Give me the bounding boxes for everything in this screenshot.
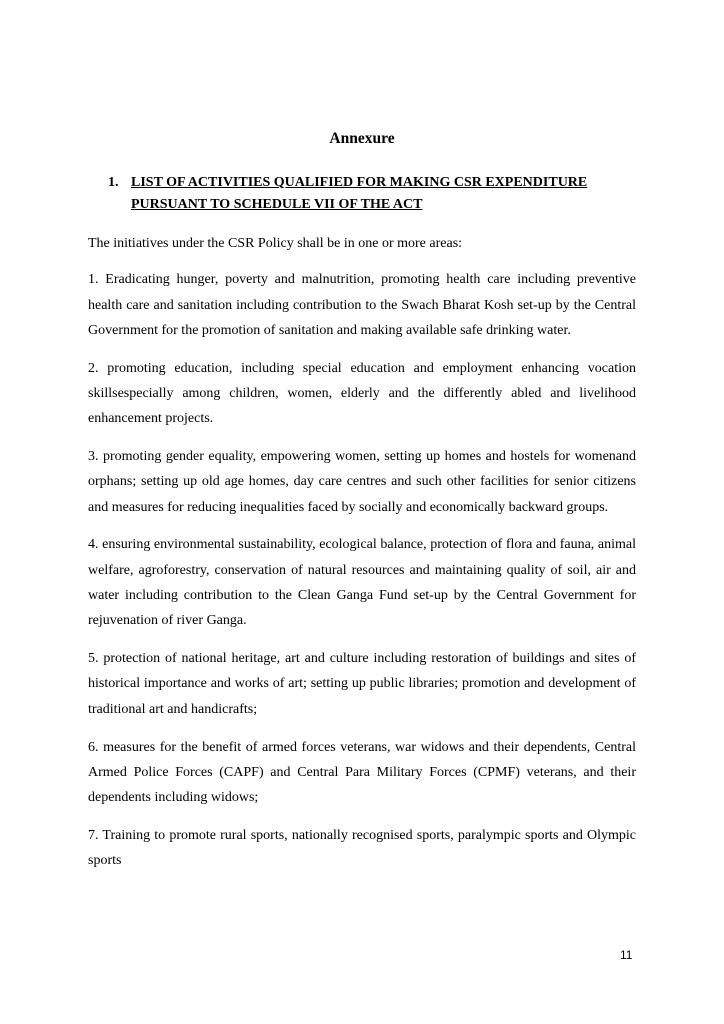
list-item: 7. Training to promote rural sports, nationally recognised sports, paralympic sports and Olympic sports: [88, 827, 636, 869]
document-body: [88, 231, 636, 886]
list-item: 2. promoting education, including special education and employment enhancing vocation skillsespecially among children, women, elderly and the differently abled and livelihood enhancement projects.: [88, 360, 636, 427]
intro-paragraph: The initiatives under the CSR Policy shall be in one or more areas:: [88, 236, 463, 251]
list-item: 3. promoting gender equality, empowering women, setting up homes and hostels for womenand orphans; setting up old age homes, day care centres and such other facilities for senior citizens and measures for reducing inequalities faced by socially and economically backward groups.: [88, 449, 636, 515]
list-item: 4. ensuring environmental sustainability, ecological balance, protection of flora and fauna, animal welfare, agroforestry, conservation of natural resources and maintaining quality of soil, air and water including contribution to the Clean Ganga Fund set-up by the Central Government for rejuvenation of river Ganga.: [88, 537, 636, 629]
section-heading: [108, 172, 628, 216]
page-number: 11: [620, 948, 633, 962]
list-item: 6. measures for the benefit of armed forces veterans, war widows and their dependents, Central Armed Police Forces (CAPF) and Central Para Military Forces (CPMF) veterans, and their dependents including widows;: [88, 739, 636, 806]
list-item: 1. Eradicating hunger, poverty and malnutrition, promoting health care including preventive health care and sanitation including contribution to the Swach Bharat Kosh set-up by the Central Government for the promotion of sanitation and making available safe drinking water.: [88, 272, 636, 338]
section-number: 1.: [108, 175, 119, 190]
list-item: 5. protection of national heritage, art and culture including restoration of buildings and sites of historical importance and works of art; setting up public libraries; promotion and development of traditional art and handicrafts;: [88, 651, 636, 717]
section-heading-text: LIST OF ACTIVITIES QUALIFIED FOR MAKING CSR EXPENDITURE PURSUANT TO SCHEDULE VII OF THE ACT: [131, 175, 588, 212]
page-title: Annexure: [329, 130, 395, 147]
